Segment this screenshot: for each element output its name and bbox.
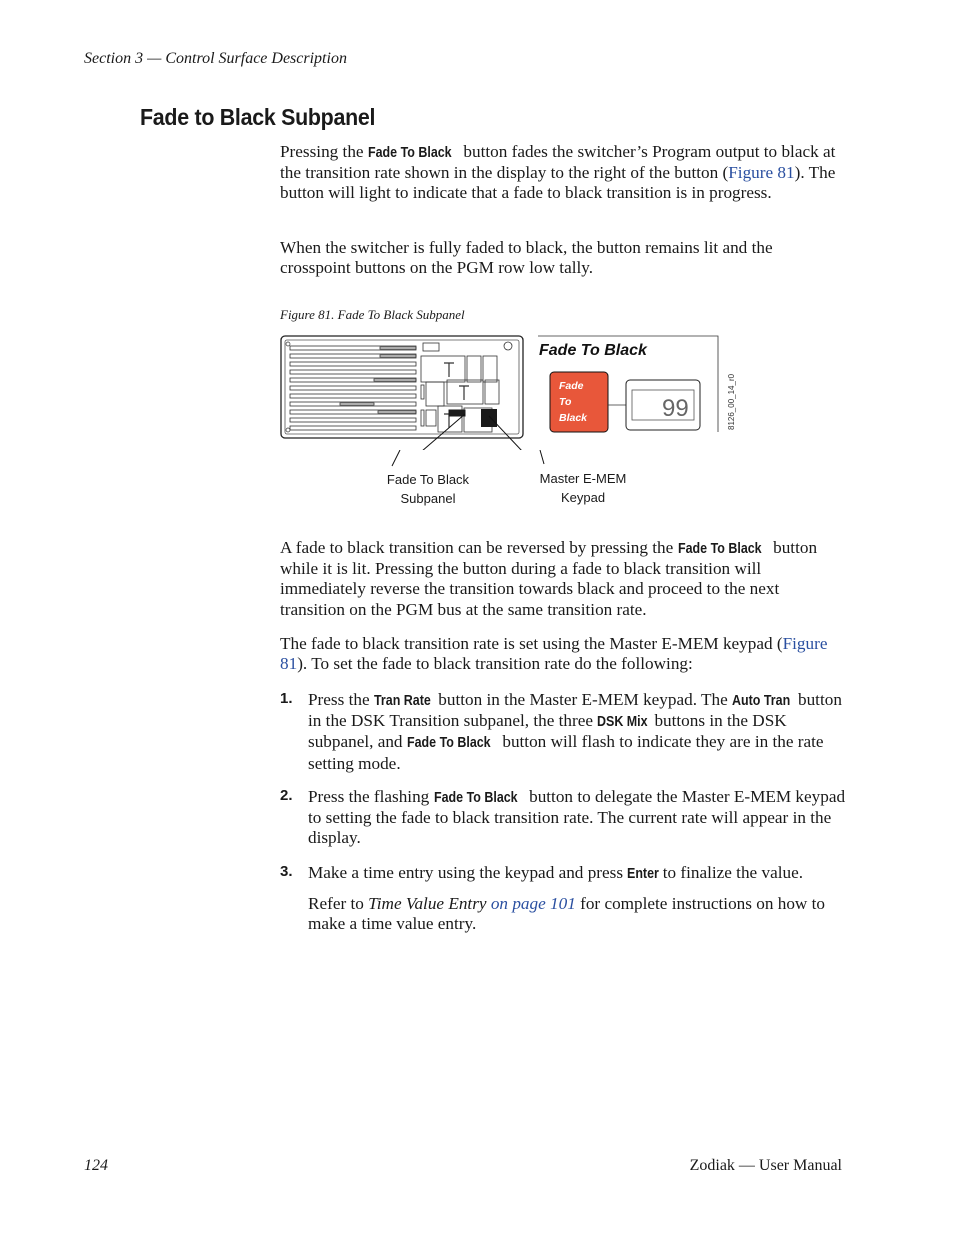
panel-title: Fade To Black — [539, 342, 647, 359]
label-line: Master E-MEM — [539, 471, 627, 486]
text: Make a time entry using the keypad and press — [308, 863, 628, 882]
callout-lines-lower — [378, 450, 658, 470]
keyword-fade-to-black: Fade To Black — [677, 541, 762, 557]
paragraph-tally: When the switcher is fully faded to black, the button remains lit and the crosspoint buttons on the PGM row low tally. — [280, 238, 773, 278]
label-line: Subpanel — [400, 491, 456, 506]
text: button to delegate the Master E-MEM keypad to setting the fade to black transition rate. The current rate will appear in the display. — [308, 787, 846, 848]
text: Press the — [308, 690, 374, 709]
keyword-fade-to-black: Fade To Black — [367, 145, 452, 161]
text: for complete instructions on how to make a time value entry. — [308, 894, 825, 934]
label-fade-to-black-subpanel — [378, 470, 478, 508]
button-label-line: Fade — [559, 380, 584, 392]
text: buttons in the DSK subpanel, and — [308, 711, 787, 752]
label-line: Keypad — [560, 490, 606, 505]
text: Press the flashing — [308, 787, 434, 806]
button-label-line: To — [559, 396, 572, 408]
figure-link[interactable]: Figure 81 — [280, 634, 828, 674]
text: A fade to black transition can be reversed by pressing the — [280, 538, 678, 557]
keyword-fade-to-black: Fade To Black — [406, 735, 491, 752]
figure-link[interactable]: Figure 81 — [728, 163, 795, 183]
manual-title: Zodiak — User Manual — [689, 1157, 842, 1174]
refer-paragraph — [308, 894, 848, 934]
text: button will flash to indicate they are in the rate setting mode. — [308, 732, 824, 773]
keyword-fade-to-black: Fade To Black — [433, 790, 518, 806]
text: The fade to black transition rate is set using the Master E-MEM keypad ( — [280, 634, 783, 653]
text: button while it is lit. Pressing the button during a fade to black transition will immediately reverse the transition towards black and proceed to the next transition on the PGM bus at the same transition rate. — [280, 538, 818, 619]
figure-code: 8126_00_14_r0 — [727, 373, 736, 430]
keyword-tran-rate: Tran Rate — [373, 693, 431, 709]
section-title: Fade to Black Subpanel — [140, 104, 376, 130]
control-surface-drawing — [281, 336, 540, 450]
running-header: Section 3 — Control Surface Description — [84, 50, 347, 67]
text: to finalize the value. — [658, 863, 803, 882]
paragraph-rate — [280, 634, 845, 674]
step-number: 3. — [280, 863, 293, 880]
reference-title: Time Value Entry — [368, 894, 487, 913]
text: Refer to — [308, 894, 369, 913]
label-line: Fade To Black — [386, 472, 470, 487]
step-number: 1. — [280, 690, 293, 707]
text: ). To set the fade to black transition rate do the following: — [297, 654, 693, 674]
text: Pressing the — [280, 142, 368, 161]
button-label-line: Black — [559, 412, 588, 424]
keyword-dsk-mix: DSK Mix — [597, 714, 648, 731]
label-master-emem-keypad — [528, 469, 638, 507]
text: button fades the switcher’s Program output to black at the transition rate shown in the display to the right of the button ( — [280, 142, 836, 183]
step-1 — [308, 690, 848, 774]
page-number: 124 — [84, 1157, 108, 1174]
paragraph-reverse — [280, 538, 845, 620]
text: button in the DSK Transition subpanel, the three — [308, 690, 842, 731]
keyword-enter: Enter — [627, 866, 660, 882]
step-2 — [308, 787, 848, 849]
page-link[interactable]: on page 101 — [486, 894, 576, 913]
figure-caption: Figure 81. Fade To Black Subpanel — [280, 307, 465, 322]
subpanel-detail — [538, 336, 736, 432]
paragraph-intro — [280, 142, 845, 204]
text: ). The button will light to indicate that a fade to black transition is in progress. — [280, 163, 836, 203]
keyword-auto-tran: Auto Tran — [732, 693, 791, 709]
step-3 — [308, 863, 848, 884]
step-number: 2. — [280, 787, 293, 804]
figure-diagram — [278, 330, 758, 450]
display-value: 99 — [662, 395, 689, 422]
text: button in the Master E-MEM keypad. The — [433, 690, 733, 709]
